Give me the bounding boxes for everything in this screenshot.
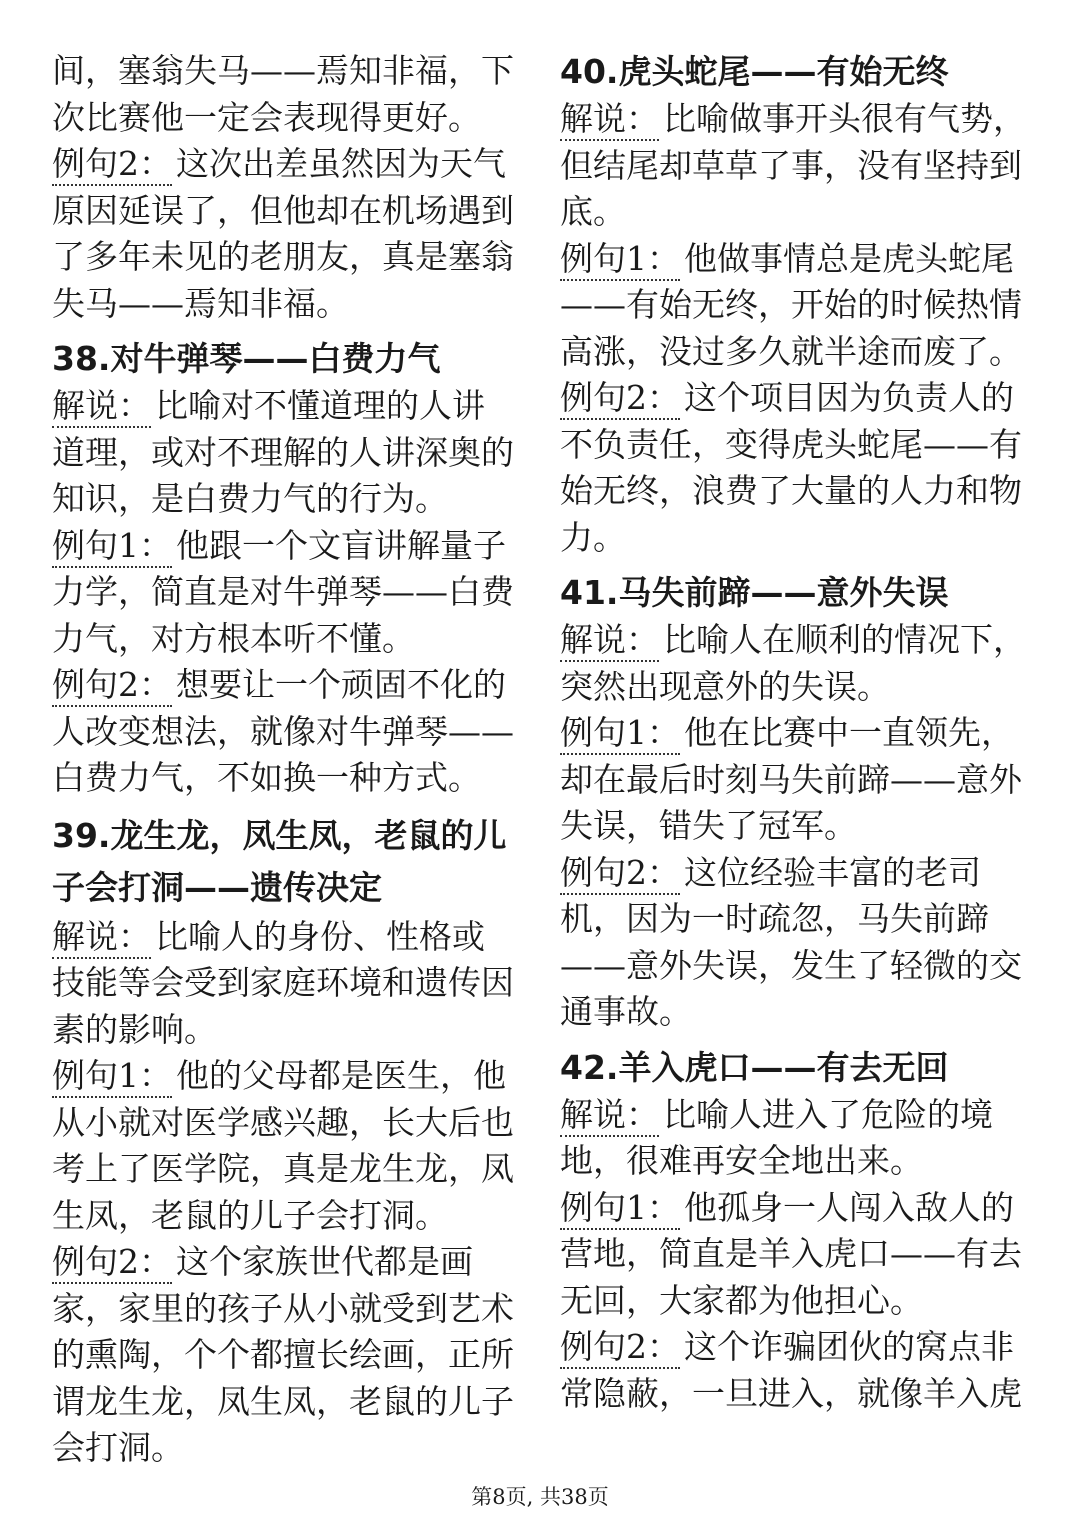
example-label: 例句1：	[560, 239, 680, 281]
left-column	[52, 48, 517, 1472]
explanation-41	[560, 617, 1028, 710]
explanation-40	[560, 96, 1028, 236]
page-number-footer: 第8页, 共38页	[471, 1485, 609, 1509]
explanation-label: 解说：	[560, 99, 659, 141]
continued-example-2	[52, 141, 517, 327]
explanation-42	[560, 1092, 1028, 1185]
example-text: 这位经验丰富的老司机，因为一时疏忽，马失前蹄——意外失误，发生了轻微的交通事故。	[560, 852, 1022, 1031]
entry-heading-42: 42.羊入虎口——有去无回	[560, 1047, 949, 1087]
entry-heading-40: 40.虎头蛇尾——有始无终	[560, 52, 949, 91]
example-39-1	[52, 1053, 517, 1239]
example-text: 想要让一个顽固不化的人改变想法，就像对牛弹琴——白费力气，不如换一种方式。	[52, 665, 514, 797]
example-text: 他的父母都是医生，他从小就对医学感兴趣，长大后也考上了医学院，真是龙生龙，凤生凤，老鼠的儿子会打洞。	[52, 1056, 514, 1235]
example-text: 他做事情总是虎头蛇尾——有始无终，开始的时候热情高涨，没过多久就半途而废了。	[560, 238, 1022, 371]
explanation-text: 比喻人进入了危险的境地，很难再安全地出来。	[560, 1094, 993, 1180]
explanation-label: 解说：	[560, 1095, 659, 1137]
example-42-2	[560, 1324, 1028, 1417]
example-text: 这个家族世代都是画家，家里的孩子从小就受到艺术的熏陶，个个都擅长绘画，正所谓龙生龙，凤生凤，老鼠的儿子会打洞。	[52, 1242, 514, 1467]
explanation-39	[52, 914, 517, 1054]
example-41-2	[560, 850, 1028, 1036]
example-text: 这个诈骗团伙的窝点非常隐蔽，一旦进入，就像羊入虎	[560, 1327, 1022, 1413]
explanation-text: 比喻对不懂道理的人讲道理，或对不理解的人讲深奥的知识，是白费力气的行为。	[52, 386, 514, 518]
example-label: 例句2：	[52, 1242, 172, 1284]
explanation-38	[52, 383, 517, 523]
example-label: 例句2：	[52, 665, 172, 707]
continued-paragraph: 间，塞翁失马——焉知非福，下次比赛他一定会表现得更好。	[52, 51, 514, 137]
example-label: 例句2：	[560, 1327, 680, 1369]
example-42-1	[560, 1185, 1028, 1325]
example-40-2	[560, 375, 1028, 561]
explanation-text: 比喻做事开头很有气势，但结尾却草草了事，没有坚持到底。	[560, 99, 1026, 231]
example-38-1	[52, 523, 517, 663]
explanation-text: 比喻人的身份、性格或技能等会受到家庭环境和遗传因素的影响。	[52, 916, 514, 1049]
entry-heading-39: 39.龙生龙，凤生凤，老鼠的儿子会打洞——遗传决定	[52, 815, 507, 907]
example-label: 例句1：	[52, 526, 172, 568]
explanation-label: 解说：	[560, 620, 659, 662]
example-40-1	[560, 236, 1028, 376]
example-text: 他跟一个文盲讲解量子力学，简直是对牛弹琴——白费力气，对方根本听不懂。	[52, 525, 514, 658]
example-label: 例句2：	[560, 378, 680, 420]
example-label: 例句2：	[52, 144, 172, 186]
entry-heading-41: 41.马失前蹄——意外失误	[560, 573, 949, 612]
example-41-1	[560, 710, 1028, 850]
example-39-2	[52, 1239, 517, 1472]
right-column	[560, 48, 1028, 1417]
example-label: 例句1：	[52, 1056, 172, 1098]
example-text: 他在比赛中一直领先，却在最后时刻马失前蹄——意外失误，错失了冠军。	[560, 713, 1022, 845]
example-38-2	[52, 662, 517, 802]
example-text: 这次出差虽然因为天气原因延误了，但他却在机场遇到了多年未见的老朋友，真是塞翁失马——焉知非福。	[52, 144, 514, 323]
entry-heading-38: 38.对牛弹琴——白费力气	[52, 339, 441, 378]
explanation-label: 解说：	[52, 386, 151, 428]
example-label: 例句1：	[560, 713, 680, 755]
example-text: 他孤身一人闯入敌人的营地，简直是羊入虎口——有去无回，大家都为他担心。	[560, 1187, 1022, 1320]
example-label: 例句2：	[560, 853, 680, 895]
example-label: 例句1：	[560, 1188, 680, 1230]
example-text: 这个项目因为负责人的不负责任，变得虎头蛇尾——有始无终，浪费了大量的人力和物力。	[560, 378, 1022, 557]
explanation-text: 比喻人在顺利的情况下，突然出现意外的失误。	[560, 620, 1026, 706]
explanation-label: 解说：	[52, 917, 151, 959]
